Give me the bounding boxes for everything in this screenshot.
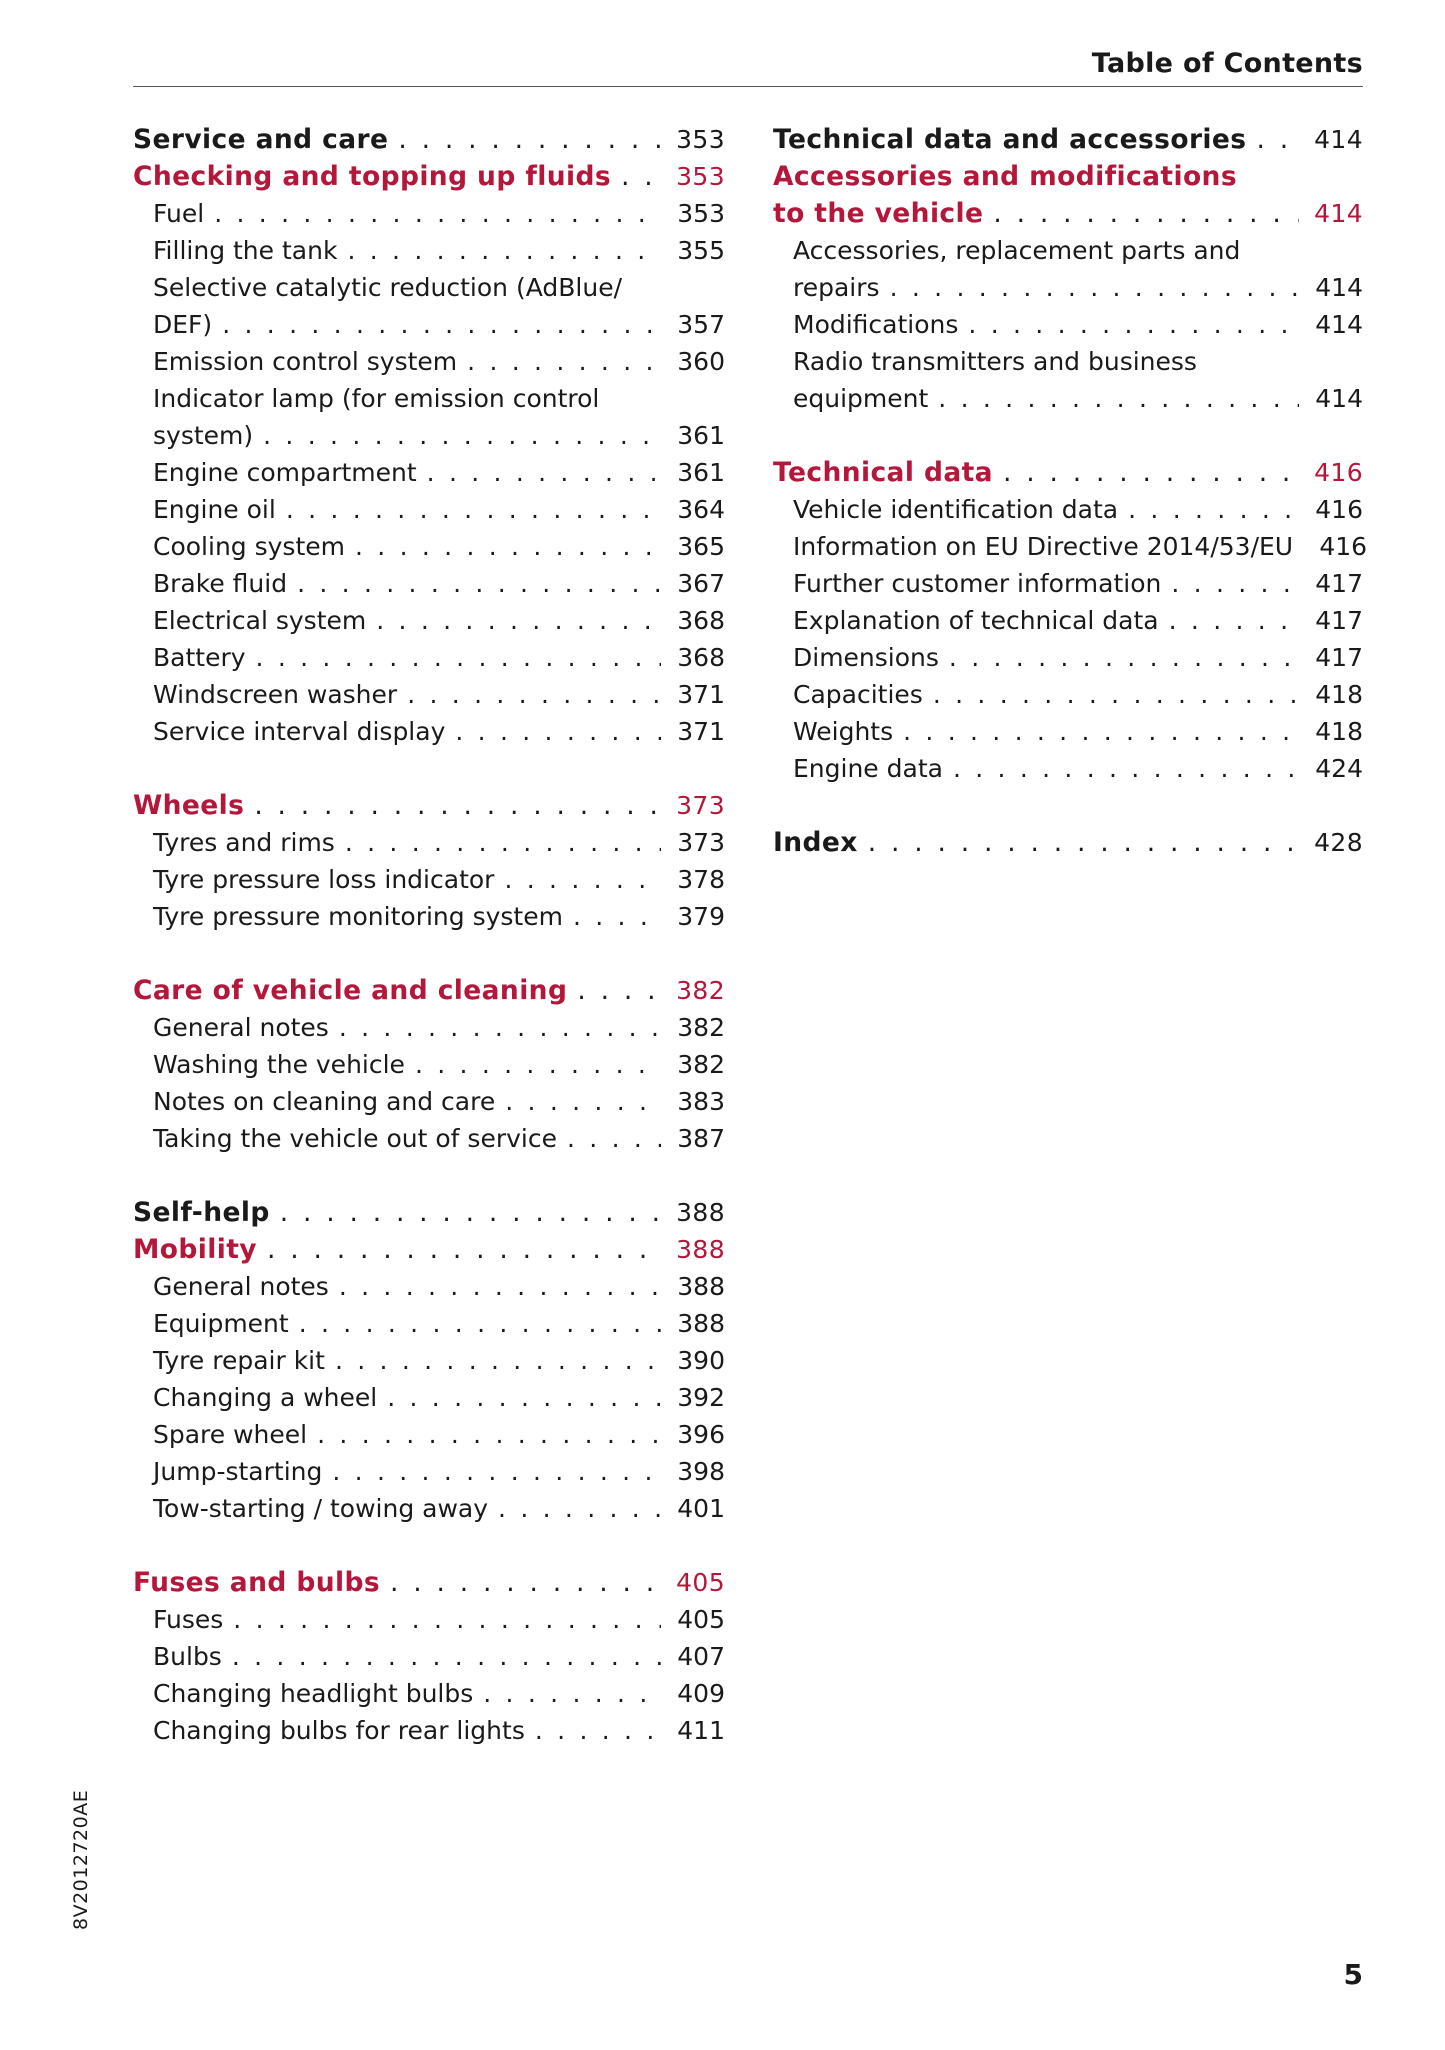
toc-section-heading[interactable] xyxy=(133,972,725,1009)
toc-entry-label: Technical data xyxy=(773,457,993,488)
toc-entry-label: Care of vehicle and cleaning xyxy=(133,975,568,1006)
toc-entry[interactable] xyxy=(133,491,725,528)
toc-page-number: 417 xyxy=(1315,606,1363,635)
toc-page-number: 414 xyxy=(1314,125,1363,154)
toc-entry[interactable] xyxy=(133,306,725,343)
toc-entry-label: Electrical system xyxy=(153,606,367,635)
toc-section-heading[interactable] xyxy=(773,824,1363,861)
toc-entry-label: Index xyxy=(773,827,858,858)
toc-entry-label: Brake fluid xyxy=(153,569,288,598)
toc-page-number: 379 xyxy=(677,902,725,931)
toc-page-number: 388 xyxy=(676,1235,725,1264)
dot-leader xyxy=(387,1379,661,1416)
toc-page-number: 353 xyxy=(676,125,725,154)
dot-leader xyxy=(483,1675,661,1712)
toc-page-number: 361 xyxy=(677,458,725,487)
toc-page-number: 417 xyxy=(1315,569,1363,598)
toc-section-heading[interactable] xyxy=(773,454,1363,491)
toc-page-number: 367 xyxy=(677,569,725,598)
toc-entry-label: equipment xyxy=(793,384,929,413)
toc-entry[interactable] xyxy=(773,491,1363,528)
dot-leader xyxy=(345,824,661,861)
toc-entry-label: Mobility xyxy=(133,1234,257,1265)
dot-leader xyxy=(498,1490,661,1527)
toc-entry[interactable] xyxy=(133,1342,725,1379)
toc-entry[interactable] xyxy=(773,232,1363,269)
toc-page-number: 416 xyxy=(1319,532,1368,561)
dot-leader xyxy=(280,1194,661,1231)
toc-page-number: 414 xyxy=(1315,384,1363,413)
dot-leader xyxy=(621,158,661,195)
toc-page-number: 382 xyxy=(677,1050,725,1079)
toc-page-number: 388 xyxy=(677,1309,725,1338)
toc-entry-label: repairs xyxy=(793,273,880,302)
toc-entry[interactable] xyxy=(773,306,1363,343)
toc-page-number: 378 xyxy=(677,865,725,894)
toc-page-number: 428 xyxy=(1314,828,1363,857)
toc-entry[interactable] xyxy=(133,528,725,565)
dot-leader xyxy=(214,195,661,232)
dot-leader xyxy=(938,380,1299,417)
page-title: Table of Contents xyxy=(1091,48,1363,79)
toc-page-number: 416 xyxy=(1315,495,1363,524)
toc-entry[interactable] xyxy=(133,1046,725,1083)
toc-entry-label: Tow-starting / towing away xyxy=(153,1494,489,1523)
toc-entry[interactable] xyxy=(773,639,1363,676)
toc-page-number: 418 xyxy=(1315,680,1363,709)
toc-page-number: 411 xyxy=(677,1716,725,1745)
toc-section-heading[interactable] xyxy=(133,1231,725,1268)
dot-leader xyxy=(933,676,1299,713)
toc-entry-label: Cooling system xyxy=(153,532,345,561)
toc-entry[interactable] xyxy=(133,1712,725,1749)
dot-leader xyxy=(868,824,1299,861)
dot-leader xyxy=(993,195,1299,232)
toc-entry-label: Tyre pressure loss indicator xyxy=(153,865,495,894)
toc-page-number: 424 xyxy=(1315,754,1363,783)
toc-entry-label: Technical data and accessories xyxy=(773,124,1247,155)
toc-page-number: 418 xyxy=(1315,717,1363,746)
toc-entry-label: Accessories and modifications xyxy=(773,161,1237,192)
toc-entry-label: Weights xyxy=(793,717,894,746)
toc-entry[interactable] xyxy=(773,380,1363,417)
toc-entry-label: Changing headlight bulbs xyxy=(153,1679,474,1708)
toc-page-number: 417 xyxy=(1315,643,1363,672)
toc-entry-label: Selective catalytic reduction (AdBlue/ xyxy=(153,273,622,302)
toc-entry[interactable] xyxy=(133,1120,725,1157)
toc-entry-label: Bulbs xyxy=(153,1642,222,1671)
toc-page-number: 401 xyxy=(677,1494,725,1523)
dot-leader xyxy=(505,1083,661,1120)
dot-leader xyxy=(1128,491,1299,528)
toc-entry-label: Notes on cleaning and care xyxy=(153,1087,496,1116)
page-number: 5 xyxy=(1343,1958,1363,1991)
toc-page-number: 409 xyxy=(677,1679,725,1708)
toc-entry-label: Engine data xyxy=(793,754,943,783)
dot-leader xyxy=(339,1009,661,1046)
toc-page-number: 373 xyxy=(676,791,725,820)
toc-entry-label: Taking the vehicle out of service xyxy=(153,1124,557,1153)
toc-entry-label: Self-help xyxy=(133,1197,270,1228)
toc-page-number: 388 xyxy=(676,1198,725,1227)
toc-entry[interactable] xyxy=(133,1305,725,1342)
dot-leader xyxy=(254,787,661,824)
dot-leader xyxy=(398,121,661,158)
toc-entry[interactable] xyxy=(773,676,1363,713)
toc-section-heading[interactable] xyxy=(133,1564,725,1601)
dot-leader xyxy=(390,1564,661,1601)
toc-entry[interactable] xyxy=(133,676,725,713)
toc-page-number: 388 xyxy=(677,1272,725,1301)
dot-leader xyxy=(286,491,661,528)
toc-entry[interactable] xyxy=(133,1009,725,1046)
dot-leader xyxy=(1171,565,1299,602)
toc-entry[interactable] xyxy=(773,750,1363,787)
toc-entry-label: Wheels xyxy=(133,790,245,821)
toc-page-number: 368 xyxy=(677,606,725,635)
toc-entry-label: Changing bulbs for rear lights xyxy=(153,1716,525,1745)
toc-entry-label: Washing the vehicle xyxy=(153,1050,405,1079)
toc-entry-label: Vehicle identification data xyxy=(793,495,1119,524)
toc-entry[interactable] xyxy=(133,1268,725,1305)
toc-page-number: 371 xyxy=(677,717,725,746)
toc-entry-label: Filling the tank xyxy=(153,236,338,265)
toc-entry-label: Checking and topping up fluids xyxy=(133,161,612,192)
toc-entry-label: Indicator lamp (for emission control xyxy=(153,384,600,413)
toc-page-number: 383 xyxy=(677,1087,725,1116)
toc-entry[interactable] xyxy=(773,565,1363,602)
dot-leader xyxy=(504,861,661,898)
dot-leader xyxy=(427,454,661,491)
toc-entry-label: Dimensions xyxy=(793,643,939,672)
toc-entry[interactable] xyxy=(133,454,725,491)
toc-section-heading[interactable] xyxy=(133,1194,725,1231)
toc-entry[interactable] xyxy=(133,1379,725,1416)
toc-entry-label: system) xyxy=(153,421,254,450)
dot-leader xyxy=(455,713,661,750)
toc-entry-label: Emission control system xyxy=(153,347,458,376)
toc-entry-label: General notes xyxy=(153,1272,329,1301)
dot-leader xyxy=(263,417,661,454)
dot-leader xyxy=(233,1601,661,1638)
toc-page-number: 368 xyxy=(677,643,725,672)
dot-leader xyxy=(1003,454,1299,491)
toc-entry-label: Equipment xyxy=(153,1309,289,1338)
toc-page-number: 387 xyxy=(677,1124,725,1153)
toc-page-number: 398 xyxy=(677,1457,725,1486)
toc-entry-label: Jump-starting xyxy=(153,1457,323,1486)
toc-page-number: 392 xyxy=(677,1383,725,1412)
toc-entry[interactable] xyxy=(133,1453,725,1490)
toc-entry[interactable] xyxy=(133,602,725,639)
dot-leader xyxy=(347,232,661,269)
toc-entry[interactable] xyxy=(133,639,725,676)
dot-leader xyxy=(335,1342,661,1379)
toc-entry-label: Further customer information xyxy=(793,569,1162,598)
dot-leader xyxy=(1169,602,1299,639)
toc-entry[interactable] xyxy=(133,824,725,861)
dot-leader xyxy=(1256,121,1299,158)
toc-page-number: 357 xyxy=(677,310,725,339)
toc-entry[interactable] xyxy=(133,343,725,380)
toc-page-number: 382 xyxy=(677,1013,725,1042)
toc-entry-label: Service and care xyxy=(133,124,389,155)
toc-entry[interactable] xyxy=(133,232,725,269)
toc-entry-label: Fuses and bulbs xyxy=(133,1567,380,1598)
toc-page-number: 405 xyxy=(677,1605,725,1634)
toc-entry[interactable] xyxy=(773,269,1363,306)
toc-entry-label: Information on EU Directive 2014/53/EU xyxy=(793,532,1294,561)
toc-entry-label: Modifications xyxy=(793,310,959,339)
toc-entry-label: Spare wheel xyxy=(153,1420,308,1449)
dot-leader xyxy=(407,676,661,713)
toc-section-heading[interactable] xyxy=(133,121,725,158)
dot-leader xyxy=(299,1305,661,1342)
toc-page-number: 361 xyxy=(677,421,725,450)
toc-entry[interactable] xyxy=(133,269,725,306)
toc-page-number: 360 xyxy=(677,347,725,376)
toc-entry-label: to the vehicle xyxy=(773,198,984,229)
dot-leader xyxy=(339,1268,661,1305)
toc-entry[interactable] xyxy=(133,195,725,232)
toc-entry[interactable] xyxy=(773,713,1363,750)
dot-leader xyxy=(890,269,1299,306)
toc-entry-label: Fuses xyxy=(153,1605,224,1634)
toc-entry[interactable] xyxy=(773,528,1368,565)
toc-entry-label: Tyre repair kit xyxy=(153,1346,325,1375)
toc-page-number: 414 xyxy=(1315,273,1363,302)
dot-leader xyxy=(232,1638,661,1675)
toc-entry-label: Accessories, replacement parts and xyxy=(793,236,1241,265)
toc-entry[interactable] xyxy=(133,1601,725,1638)
toc-entry-label: Service interval display xyxy=(153,717,446,746)
toc-entry[interactable] xyxy=(773,602,1363,639)
dot-leader xyxy=(573,898,661,935)
document-code: 8V2012720AE xyxy=(70,1789,92,1930)
dot-leader xyxy=(267,1231,661,1268)
toc-entry-label: Fuel xyxy=(153,199,205,228)
toc-left-column xyxy=(133,121,725,1749)
toc-entry-label: Tyre pressure monitoring system xyxy=(153,902,563,931)
toc-section-heading[interactable] xyxy=(133,787,725,824)
toc-page-number: 353 xyxy=(677,199,725,228)
toc-entry[interactable] xyxy=(133,1638,725,1675)
dot-leader xyxy=(317,1416,661,1453)
toc-entry-label: DEF) xyxy=(153,310,213,339)
running-head xyxy=(133,44,1363,87)
toc-entry-label: Tyres and rims xyxy=(153,828,335,857)
toc-entry-label: Capacities xyxy=(793,680,923,709)
toc-section-heading[interactable] xyxy=(133,158,725,195)
dot-leader xyxy=(567,1120,661,1157)
dot-leader xyxy=(535,1712,661,1749)
toc-page-number: 407 xyxy=(677,1642,725,1671)
toc-entry-label: Changing a wheel xyxy=(153,1383,378,1412)
dot-leader xyxy=(256,639,661,676)
toc-page-number: 405 xyxy=(676,1568,725,1597)
toc-page-number: 371 xyxy=(677,680,725,709)
toc-entry-label: Battery xyxy=(153,643,246,672)
toc-entry[interactable] xyxy=(133,565,725,602)
toc-entry[interactable] xyxy=(133,380,725,417)
toc-page-number: 390 xyxy=(677,1346,725,1375)
toc-page-number: 364 xyxy=(677,495,725,524)
toc-entry-label: Windscreen washer xyxy=(153,680,398,709)
toc-entry[interactable] xyxy=(133,1675,725,1712)
toc-entry[interactable] xyxy=(133,713,725,750)
toc-entry[interactable] xyxy=(133,898,725,935)
toc-entry-label: General notes xyxy=(153,1013,329,1042)
toc-entry-label: Engine compartment xyxy=(153,458,417,487)
toc-page-number: 382 xyxy=(676,976,725,1005)
toc-entry-label: Explanation of technical data xyxy=(793,606,1159,635)
dot-leader xyxy=(376,602,661,639)
toc-entry[interactable] xyxy=(133,417,725,454)
toc-entry[interactable] xyxy=(773,343,1363,380)
dot-leader xyxy=(968,306,1299,343)
dot-leader xyxy=(953,750,1299,787)
toc-page-number: 414 xyxy=(1315,310,1363,339)
dot-leader xyxy=(577,972,661,1009)
dot-leader xyxy=(222,306,661,343)
toc-entry[interactable] xyxy=(133,861,725,898)
dot-leader xyxy=(297,565,661,602)
toc-page-number: 396 xyxy=(677,1420,725,1449)
toc-page-number: 414 xyxy=(1314,199,1363,228)
dot-leader xyxy=(415,1046,661,1083)
toc-page-number: 355 xyxy=(677,236,725,265)
toc-right-column xyxy=(773,121,1368,861)
toc-entry-label: Engine oil xyxy=(153,495,276,524)
dot-leader xyxy=(467,343,661,380)
toc-entry[interactable] xyxy=(133,1490,725,1527)
dot-leader xyxy=(903,713,1299,750)
toc-section-heading[interactable] xyxy=(773,121,1363,158)
toc-page-number: 353 xyxy=(676,162,725,191)
toc-entry-label: Radio transmitters and business xyxy=(793,347,1197,376)
toc-entry[interactable] xyxy=(133,1416,725,1453)
toc-entry[interactable] xyxy=(133,1083,725,1120)
dot-leader xyxy=(332,1453,661,1490)
toc-page-number: 365 xyxy=(677,532,725,561)
dot-leader xyxy=(949,639,1299,676)
dot-leader xyxy=(355,528,661,565)
toc-section-heading[interactable] xyxy=(773,158,1363,195)
toc-section-heading[interactable] xyxy=(773,195,1363,232)
toc-page-number: 373 xyxy=(677,828,725,857)
toc-page-number: 416 xyxy=(1314,458,1363,487)
